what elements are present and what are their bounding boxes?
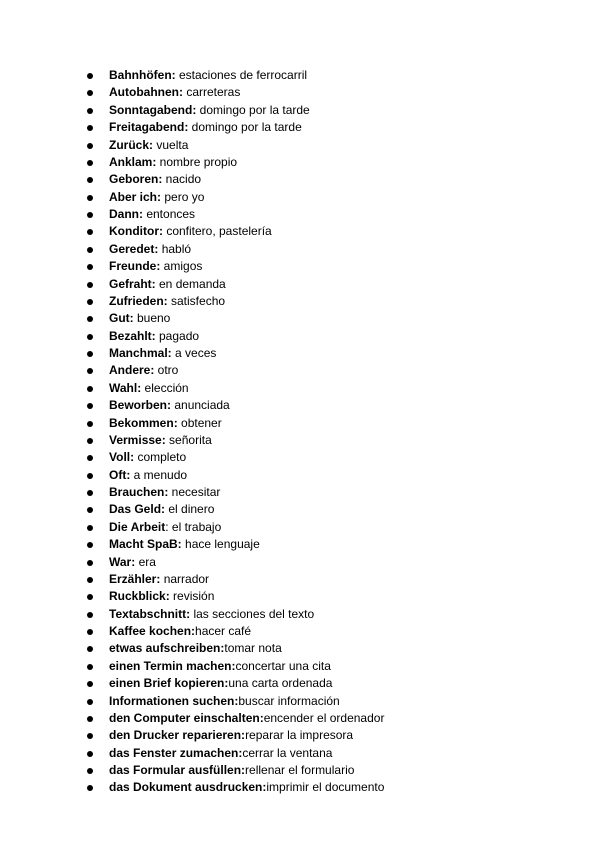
vocab-term: Zufrieden: <box>109 293 168 308</box>
vocab-term: den Drucker reparieren: <box>109 728 246 743</box>
list-item <box>87 727 384 744</box>
bullet-icon <box>87 351 93 357</box>
vocab-term: Oft: <box>109 467 131 482</box>
list-item <box>87 779 384 796</box>
vocab-term: Autobahnen: <box>109 85 183 100</box>
list-item <box>87 658 384 675</box>
vocab-term: Freitagabend: <box>109 120 189 135</box>
list-item <box>87 432 384 449</box>
bullet-icon <box>87 421 93 427</box>
list-item <box>87 102 384 119</box>
vocab-definition: elección <box>141 380 189 395</box>
bullet-icon <box>87 73 93 79</box>
vocab-term: Bahnhöfen: <box>109 68 176 82</box>
vocab-definition: una carta ordenada <box>228 676 333 691</box>
vocab-term: Voll: <box>109 450 135 465</box>
list-item <box>87 345 384 362</box>
vocab-term: das Dokument ausdrucken: <box>109 780 267 795</box>
vocab-definition: señorita <box>165 432 212 447</box>
vocab-definition: domingo por la tarde <box>196 102 310 117</box>
vocab-definition: necesitar <box>168 485 221 499</box>
list-item <box>87 206 384 223</box>
bullet-icon <box>87 195 93 201</box>
bullet-icon <box>87 368 93 374</box>
vocab-term: Kaffee kochen: <box>109 624 196 638</box>
vocab-definition: habló <box>158 241 192 256</box>
bullet-icon <box>87 525 93 531</box>
vocab-definition: revisión <box>169 589 215 604</box>
vocab-term: etwas aufschreiben: <box>109 641 225 656</box>
vocab-definition: narrador <box>160 571 210 586</box>
list-item <box>87 380 384 397</box>
vocab-definition: satisfecho <box>167 293 226 308</box>
bullet-icon <box>87 612 93 618</box>
list-item <box>87 119 384 136</box>
bullet-icon <box>87 716 93 722</box>
vocab-term: Informationen suchen: <box>109 693 239 708</box>
bullet-icon <box>87 473 93 479</box>
list-item <box>87 241 384 258</box>
bullet-icon <box>87 664 93 670</box>
vocab-term: Manchmal: <box>109 346 172 360</box>
bullet-icon <box>87 143 93 149</box>
list-item <box>87 154 384 171</box>
vocab-term: Anklam: <box>109 154 157 169</box>
vocab-term: einen Termin machen: <box>109 658 236 673</box>
list-item <box>87 362 384 379</box>
list-item <box>87 588 384 605</box>
list-item <box>87 449 384 466</box>
bullet-icon <box>87 125 93 131</box>
bullet-icon <box>87 699 93 705</box>
bullet-icon <box>87 229 93 235</box>
vocab-definition: rellenar el formulario <box>245 763 355 777</box>
vocabulary-list <box>87 67 384 797</box>
vocab-term: Bezahlt: <box>109 328 156 343</box>
vocab-term: Gut: <box>109 311 134 326</box>
vocab-term: Beworben: <box>109 398 172 413</box>
vocab-term: Geboren: <box>109 172 163 187</box>
bullet-icon <box>87 386 93 392</box>
vocab-definition: carreteras <box>183 85 241 100</box>
vocab-term: Vermisse: <box>109 432 166 447</box>
bullet-icon <box>87 160 93 166</box>
vocab-term: Das Geld: <box>109 502 166 517</box>
vocab-definition: buscar información <box>238 693 340 708</box>
vocab-term: Zurück: <box>109 137 154 152</box>
list-item <box>87 640 384 657</box>
bullet-icon <box>87 594 93 600</box>
bullet-icon <box>87 455 93 461</box>
vocab-definition: a veces <box>171 346 217 360</box>
list-item <box>87 675 384 692</box>
vocab-definition: en demanda <box>155 276 226 291</box>
list-item <box>87 762 384 779</box>
list-item <box>87 467 384 484</box>
bullet-icon <box>87 282 93 288</box>
bullet-icon <box>87 751 93 757</box>
vocab-definition: tomar nota <box>224 641 282 656</box>
list-item <box>87 519 384 536</box>
bullet-icon <box>87 177 93 183</box>
vocab-definition: las secciones del texto <box>190 606 315 621</box>
vocab-definition: anunciada <box>171 398 230 413</box>
vocab-term: Dann: <box>109 207 143 221</box>
list-item <box>87 536 384 553</box>
vocab-definition: pagado <box>155 328 200 343</box>
list-item <box>87 171 384 188</box>
vocab-term: Geredet: <box>109 241 159 256</box>
bullet-icon <box>87 542 93 548</box>
vocab-definition: cerrar la ventana <box>242 745 333 760</box>
vocab-definition: domingo por la tarde <box>188 120 302 135</box>
vocab-term: das Fenster zumachen: <box>109 745 243 760</box>
list-item <box>87 310 384 327</box>
list-item <box>87 258 384 275</box>
vocab-term: Gefraht: <box>109 276 156 291</box>
bullet-icon <box>87 733 93 739</box>
list-item <box>87 415 384 432</box>
list-item <box>87 606 384 623</box>
list-item <box>87 67 384 84</box>
vocab-term: Sonntagabend: <box>109 102 197 117</box>
list-item <box>87 745 384 762</box>
bullet-icon <box>87 212 93 218</box>
vocab-term: Erzähler: <box>109 571 161 586</box>
bullet-icon <box>87 108 93 114</box>
vocab-term: Konditor: <box>109 224 163 239</box>
vocab-definition: encender el ordenador <box>263 710 385 725</box>
bullet-icon <box>87 90 93 96</box>
vocab-definition: estaciones de ferrocarril <box>175 68 308 82</box>
vocab-definition: otro <box>154 363 179 378</box>
vocab-definition: era <box>135 554 156 569</box>
list-item <box>87 223 384 240</box>
bullet-icon <box>87 334 93 340</box>
vocab-definition: obtener <box>177 415 222 430</box>
vocab-definition: el dinero <box>165 502 215 517</box>
list-item <box>87 501 384 518</box>
vocab-definition: completo <box>134 450 187 465</box>
bullet-icon <box>87 316 93 322</box>
list-item <box>87 276 384 293</box>
vocab-definition: nombre propio <box>156 154 238 169</box>
vocab-definition: bueno <box>133 311 171 326</box>
bullet-icon <box>87 629 93 635</box>
vocab-definition: a menudo <box>130 467 188 482</box>
vocab-term: Freunde: <box>109 259 161 274</box>
bullet-icon <box>87 577 93 583</box>
vocab-term: den Computer einschalten: <box>109 710 264 725</box>
vocab-definition: entonces <box>143 207 196 221</box>
bullet-icon <box>87 438 93 444</box>
vocab-term: Andere: <box>109 363 155 378</box>
list-item <box>87 554 384 571</box>
vocab-term: das Formular ausfüllen: <box>109 763 246 777</box>
vocab-definition: vuelta <box>153 137 189 152</box>
list-item <box>87 137 384 154</box>
bullet-icon <box>87 403 93 409</box>
vocab-definition: concertar una cita <box>235 658 331 673</box>
list-item <box>87 710 384 727</box>
list-item <box>87 84 384 101</box>
vocab-definition: hace lenguaje <box>181 537 260 552</box>
vocab-term: Brauchen: <box>109 485 169 499</box>
list-item <box>87 693 384 710</box>
vocab-definition: reparar la impresora <box>245 728 354 743</box>
vocab-definition: confitero, pastelería <box>162 224 272 239</box>
bullet-icon <box>87 681 93 687</box>
bullet-icon <box>87 490 93 496</box>
vocab-definition: : el trabajo <box>165 519 222 534</box>
vocab-term: Wahl: <box>109 380 142 395</box>
vocab-definition: pero yo <box>161 189 205 204</box>
list-item <box>87 623 384 640</box>
list-item <box>87 484 384 501</box>
list-item <box>87 571 384 588</box>
bullet-icon <box>87 299 93 305</box>
vocab-term: Die Arbeit <box>109 519 166 534</box>
bullet-icon <box>87 264 93 270</box>
vocab-term: Bekommen: <box>109 415 178 430</box>
bullet-icon <box>87 785 93 791</box>
bullet-icon <box>87 247 93 253</box>
bullet-icon <box>87 560 93 566</box>
vocab-definition: nacido <box>162 172 202 187</box>
vocab-definition: amigos <box>160 259 203 274</box>
list-item <box>87 328 384 345</box>
list-item <box>87 293 384 310</box>
vocab-term: Aber ich: <box>109 189 162 204</box>
vocab-term: Ruckblick: <box>109 589 170 604</box>
vocab-term: War: <box>109 554 136 569</box>
vocab-definition: hacer café <box>195 624 252 638</box>
bullet-icon <box>87 646 93 652</box>
list-item <box>87 189 384 206</box>
vocab-definition: imprimir el documento <box>266 780 385 795</box>
vocab-term: einen Brief kopieren: <box>109 676 229 691</box>
vocab-term: Macht SpaB: <box>109 537 182 552</box>
vocab-term: Textabschnitt: <box>109 606 191 621</box>
bullet-icon <box>87 507 93 513</box>
bullet-icon <box>87 768 93 774</box>
list-item <box>87 397 384 414</box>
